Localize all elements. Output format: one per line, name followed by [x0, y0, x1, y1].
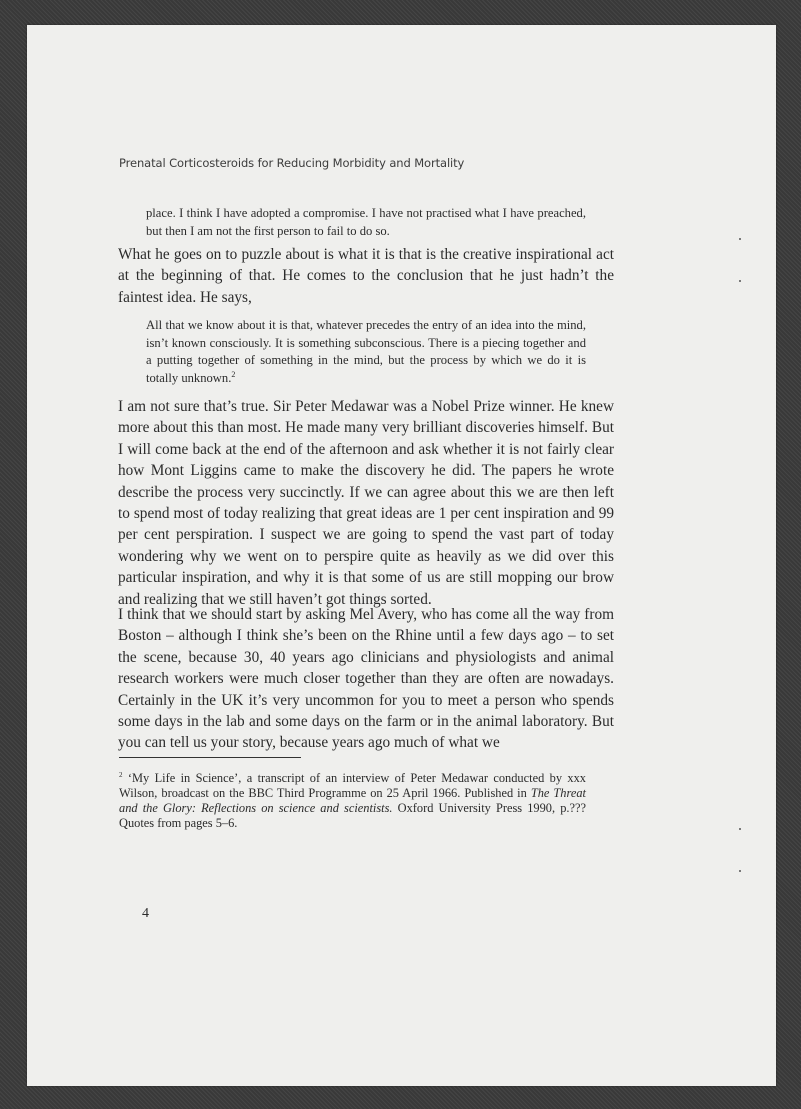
block-quote-continued: place. I think I have adopted a compromise. I have not practised what I have preached, but then I am not the first person to fail to do so. [146, 206, 586, 238]
footnote-reference: 2 [231, 369, 236, 379]
scan-speck [739, 870, 741, 872]
footnote-marker: 2 [119, 770, 123, 779]
page-number: 4 [142, 906, 149, 921]
block-quote-text: All that we know about it is that, whatever precedes the entry of an idea into the mind, isn’t known consciously. It is something subconscious. There is a piecing together and a putting together of something in the mind, but the process by which we do it is totally unknown. [146, 318, 586, 385]
footnote-divider [119, 757, 301, 758]
scan-speck [739, 280, 741, 282]
body-paragraph-2: I am not sure that’s true. Sir Peter Medawar was a Nobel Prize winner. He knew more about this than most. He made many very brilliant discoveries himself. But I will come back at the end of the afternoon and ask whether it is not fairly clear how Mont Liggins came to make the discovery he did. The papers he wrote describe the process very succinctly. If we can agree about this we are then left to spend most of today realizing that great ideas are 1 per cent inspiration and 99 per cent perspiration. I suspect we are going to spend the vast part of today wondering why we went on to perspire quite as heavily as we did over this particular inspiration, and why it is that some of us are still mopping our brow and realizing that we still haven’t got things sorted. [118, 398, 614, 608]
body-paragraph-1: What he goes on to puzzle about is what it is that is the creative inspirational act at the beginning of that. He comes to the conclusion that he just hadn’t the faintest idea. He says, [118, 246, 614, 306]
scan-speck [739, 238, 741, 240]
footnote [119, 771, 586, 831]
footnote-text-part-2: Oxford University Press 1990, p.??? Quotes from pages 5–6. [119, 801, 586, 830]
block-quote-medawar [146, 317, 586, 387]
footnote-text-part-1: ‘My Life in Science’, a transcript of an interview of Peter Medawar conducted by xxx Wilson, broadcast on the BBC Third Programme on 25 April 1966. Published in [119, 771, 586, 800]
body-paragraph-3: I think that we should start by asking Mel Avery, who has come all the way from Boston – although I think she’s been on the Rhine until a few days ago – to set the scene, because 30, 40 years ago clinicians and physiologists and animal research workers were much closer together than they are often are nowadays. Certainly in the UK it’s very uncommon for you to meet a person who spends some days in the lab and some days on the farm or in the animal laboratory. But you can tell us your story, because years ago much of what we [118, 606, 614, 752]
scan-speck [739, 828, 741, 830]
footnote-book-title: The Threat and the Glory: Reflections on science and scientists. [119, 786, 586, 815]
running-head: Prenatal Corticosteroids for Reducing Morbidity and Mortality [119, 156, 465, 170]
